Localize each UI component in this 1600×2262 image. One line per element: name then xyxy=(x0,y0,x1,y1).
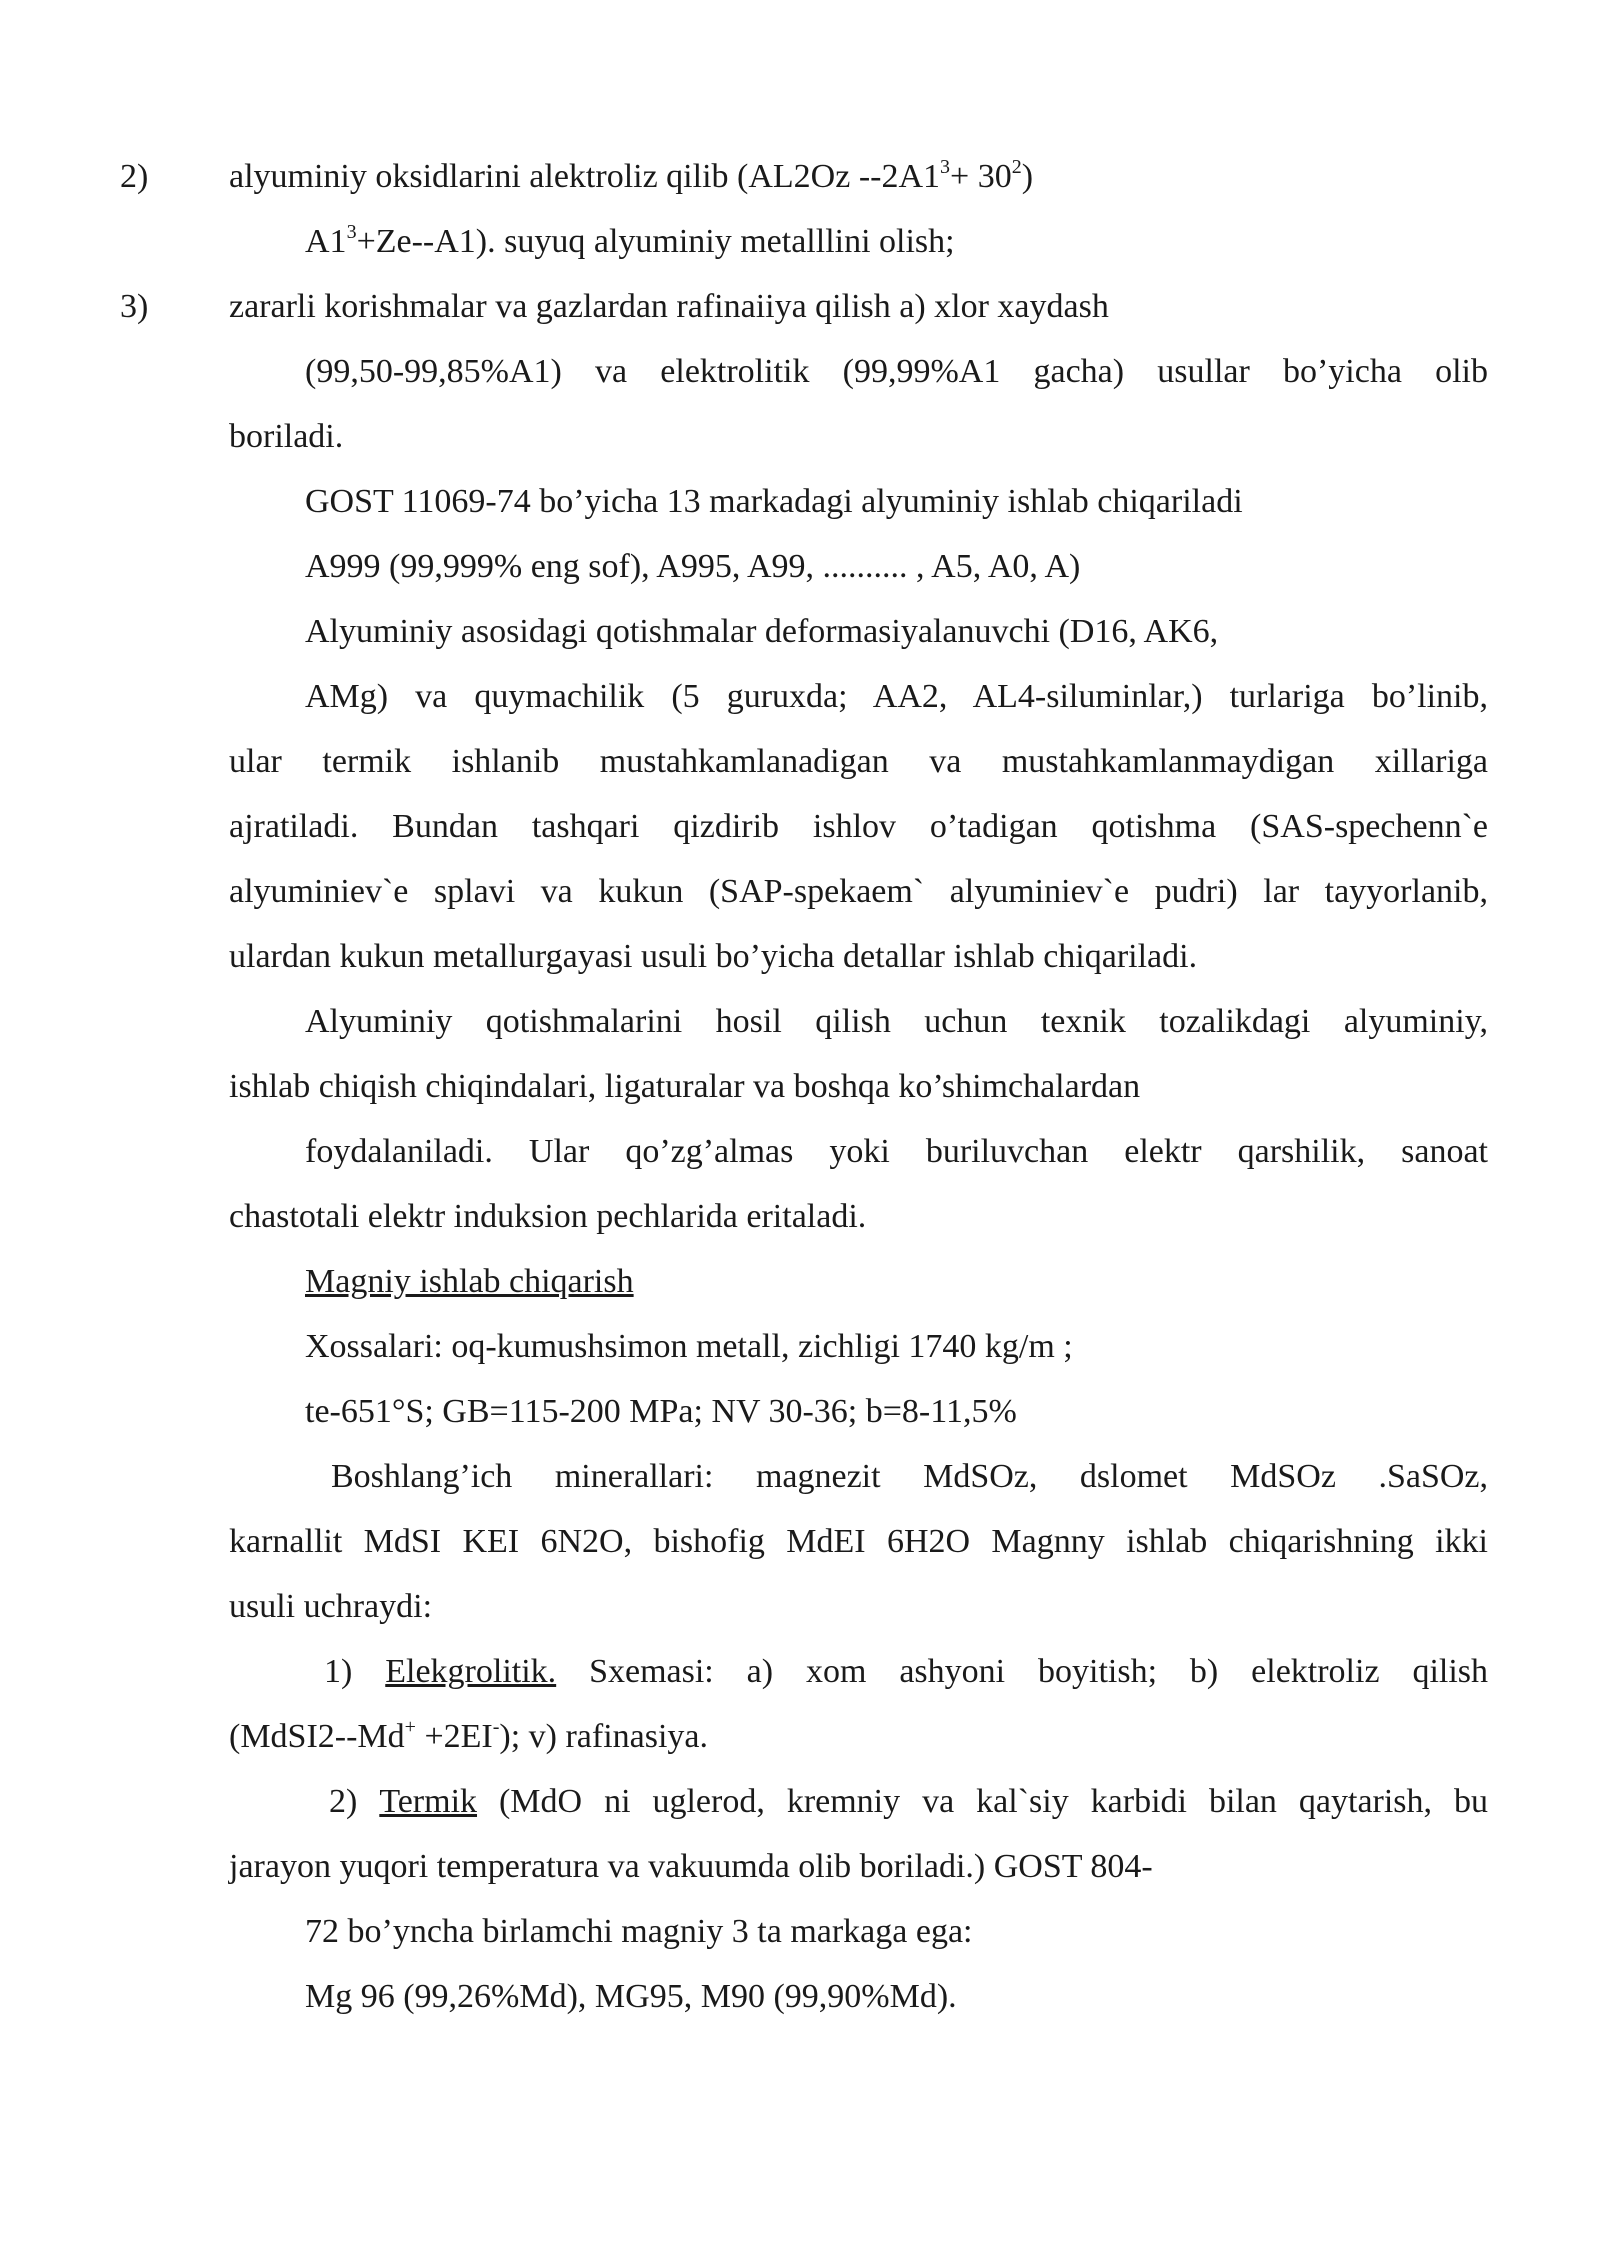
item2-cont-sup: 3 xyxy=(346,220,357,243)
method1-line2 xyxy=(229,1704,1488,1769)
item2-text-b: + 30 xyxy=(950,158,1012,195)
alloys-line3: ular termik ishlanib mustahkamlanadigan va mustahkamlanmaydigan xillariga xyxy=(229,743,1488,780)
gost-aluminium-line1: GOST 11069-74 bo’yicha 13 markadagi alyuminiy ishlab chiqariladi xyxy=(305,483,1243,520)
method1-name: Elekgrolitik. xyxy=(385,1653,557,1690)
raw-materials-line3: foydalaniladi. Ular qo’zg’almas yoki buriluvchan elektr qarshilik, sanoat xyxy=(305,1133,1488,1170)
method2-number: 2) xyxy=(329,1783,358,1820)
alloys-line5: alyuminiev`e splavi va kukun (SAP-spekaem` alyuminiev`e pudri) lar tayyorlanib, xyxy=(229,873,1488,910)
alloys-line4: ajratiladi. Bundan tashqari qizdirib ishlov o’tadigan qotishma (SAS-spechenn`e xyxy=(229,808,1488,845)
method1-sup2: - xyxy=(492,1715,500,1738)
method2-line2: jarayon yuqori temperatura va vakuumda olib boriladi.) GOST 804- xyxy=(229,1848,1153,1885)
magnesium-props1: Xossalari: oq-kumushsimon metall, zichligi 1740 kg/m ; xyxy=(305,1328,1073,1365)
item2-line2 xyxy=(305,209,1488,274)
item3-line1: zararli korishmalar va gazlardan rafinaiiya qilish a) xlor xaydash xyxy=(229,288,1109,325)
item2-sup-a: 3 xyxy=(940,155,951,178)
item3-line3: boriladi. xyxy=(229,418,344,455)
magnesium-minerals1: Boshlang’ich minerallari: magnezit MdSOz, dslomet MdSOz .SaSOz, xyxy=(331,1458,1488,1495)
method1-l2b: +2EI xyxy=(415,1718,493,1755)
item3-line2: (99,50-99,85%A1) va elektrolitik (99,99%A1 gacha) usullar bo’yicha olib xyxy=(305,353,1488,390)
item2-line1 xyxy=(229,144,1488,209)
alloys-line6: ulardan kukun metallurgayasi usuli bo’yicha detallar ishlab chiqariladi. xyxy=(229,938,1198,975)
magnesium-heading-text: Magniy ishlab chiqarish xyxy=(305,1263,634,1300)
item2-text-a: alyuminiy oksidlarini alektroliz qilib (AL2Oz --2A1 xyxy=(229,158,941,195)
method2-line1 xyxy=(329,1769,1488,1834)
alloys-line2: AMg) va quymachilik (5 guruxda; AA2, AL4-siluminlar,) turlariga bo’linib, xyxy=(305,678,1488,715)
raw-materials-line2: ishlab chiqish chiqindalari, ligaturalar va boshqa ko’shimchalardan xyxy=(229,1068,1141,1105)
item2-cont-a: A1 xyxy=(305,223,347,260)
method1-sup1: + xyxy=(404,1715,416,1738)
method1-line1 xyxy=(324,1639,1488,1704)
magnesium-props2: te-651°S; GB=115-200 MPa; NV 30-36; b=8-11,5% xyxy=(305,1393,1017,1430)
method2-line3: 72 bo’yncha birlamchi magniy 3 ta markaga ega: xyxy=(305,1913,973,1950)
method1-l2a: (MdSI2--Md xyxy=(229,1718,405,1755)
magnesium-minerals3: usuli uchraydi: xyxy=(229,1588,433,1625)
method1-number: 1) xyxy=(324,1653,353,1690)
list-number-3: 3) xyxy=(120,288,149,325)
method2-rest: (MdO ni uglerod, kremniy va kal`siy karbidi bilan qaytarish, bu xyxy=(477,1783,1489,1820)
magnesium-minerals2: karnallit MdSI KEI 6N2O, bishofig MdEI 6H2O Magnny ishlab chiqarishning ikki xyxy=(229,1523,1488,1560)
item2-cont-b: +Ze--A1). suyuq alyuminiy metalllini olish; xyxy=(356,223,955,260)
magnesium-heading xyxy=(305,1249,1488,1314)
item2-text-c: ) xyxy=(1021,158,1034,195)
list-number-2: 2) xyxy=(120,158,149,195)
method2-line4: Mg 96 (99,26%Md), MG95, M90 (99,90%Md). xyxy=(305,1978,957,2015)
raw-materials-line4: chastotali elektr induksion pechlarida eritaladi. xyxy=(229,1198,867,1235)
method1-rest: Sxemasi: a) xom ashyoni boyitish; b) elektroliz qilish xyxy=(556,1653,1489,1690)
raw-materials-line1: Alyuminiy qotishmalarini hosil qilish uchun texnik tozalikdagi alyuminiy, xyxy=(305,1003,1488,1040)
method2-name: Termik xyxy=(379,1783,478,1820)
gost-aluminium-line2: A999 (99,999% eng sof), A995, A99, .......... , A5, A0, A) xyxy=(305,548,1081,585)
item2-sup-b: 2 xyxy=(1011,155,1022,178)
alloys-line1: Alyuminiy asosidagi qotishmalar deformasiyalanuvchi (D16, AK6, xyxy=(305,613,1219,650)
method1-l2c: ); v) rafinasiya. xyxy=(499,1718,709,1755)
